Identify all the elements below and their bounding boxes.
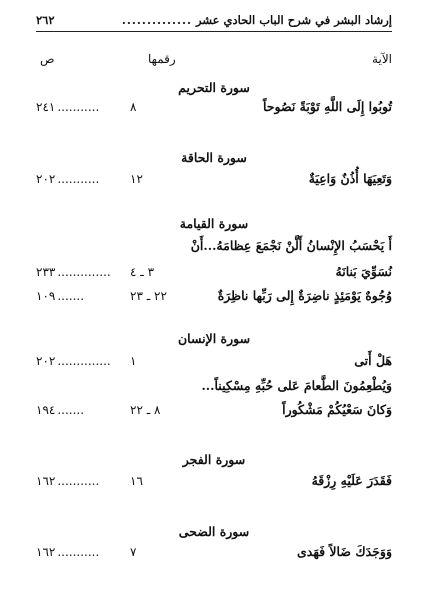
page-reference <box>36 400 186 420</box>
book-title: إرشاد البشر في شرح الباب الحادي عشر <box>195 13 392 27</box>
verse-text: تُوبُوا إِلَى اللَّهِ تَوْبَةً نَصُوحاً <box>262 99 392 114</box>
column-head-ayah-number: رقمها <box>148 52 176 66</box>
leader-dots: ........... <box>57 172 100 186</box>
ayah-number: ١٦ <box>130 474 143 488</box>
page-reference <box>36 351 186 371</box>
page-reference <box>36 262 186 282</box>
ayah-number: ٣ ـ ٤ <box>130 265 155 279</box>
page-ref-number: ١٩٤ <box>36 403 56 417</box>
leader-dots: ........... <box>57 100 100 114</box>
leader-dots: ........... <box>57 474 100 488</box>
column-head-verse: الآية <box>372 52 392 66</box>
page-ref-number: ٢٣٣ <box>36 265 56 279</box>
sura-heading: سورة الحاقة <box>181 150 247 165</box>
running-header <box>36 9 392 31</box>
ayah-number: ١٢ <box>130 172 143 186</box>
index-row <box>36 376 392 396</box>
page-ref-number: ٢٤١ <box>36 100 56 114</box>
index-row <box>36 400 392 420</box>
verse-text: أَ يَحْسَبُ الإِنْسانُ أَلَّنْ نَجْمَعَ عِظامَهُ...أَنْ <box>190 238 392 253</box>
sura-heading: سورة التحريم <box>178 80 250 95</box>
index-row <box>36 471 392 491</box>
leader-dots: ....... <box>57 289 85 303</box>
leader-dots: .............. <box>57 354 111 368</box>
index-row <box>36 351 392 371</box>
verse-text: وَيُطْعِمُونَ الطَّعامَ عَلى حُبِّهِ مِسْكِيناً... <box>201 378 392 393</box>
index-row <box>36 236 392 256</box>
ayah-number: ٨ ـ ٢٢ <box>130 403 161 417</box>
header-leader-dots: .............. <box>121 13 192 27</box>
index-row <box>36 542 392 562</box>
verse-text: فَقَدَرَ عَلَيْهِ رِزْقَهُ <box>311 473 392 488</box>
page-ref-number: ١٠٩ <box>36 289 56 303</box>
sura-heading: سورة الإنسان <box>177 331 251 346</box>
index-row <box>36 97 392 117</box>
page-reference <box>36 542 186 562</box>
index-row <box>36 169 392 189</box>
page-ref-number: ٢٠٢ <box>36 172 56 186</box>
verse-text: وُجُوهٌ يَوْمَئِذٍ ناضِرَةٌ إِلى رَبِّها ناظِرَةٌ <box>217 288 392 303</box>
page-ref-number: ٢٠٢ <box>36 354 56 368</box>
ayah-number: ١ <box>130 354 137 368</box>
ayah-number: ٢٢ ـ ٢٣ <box>130 289 167 303</box>
leader-dots: ........... <box>57 545 100 559</box>
index-row <box>36 262 392 282</box>
verse-text: نُسَوِّيَ بَنانَهُ <box>335 264 392 279</box>
page-reference <box>36 471 186 491</box>
index-row <box>36 286 392 306</box>
page-ref-number: ١٦٢ <box>36 545 56 559</box>
page-reference <box>36 97 186 117</box>
leader-dots: ....... <box>57 403 85 417</box>
verse-text: وَوَجَدَكَ ضَالاً فَهَدى <box>296 544 392 559</box>
sura-heading: سورة الضحى <box>178 524 250 539</box>
page-reference <box>36 169 186 189</box>
verse-text: وَتَعِيَهَا أُذُنٌ وَاعِيَةٌ <box>308 171 392 186</box>
verse-text: وَكانَ سَعْيُكُمْ مَشْكُوراً <box>282 402 392 417</box>
sura-heading: سورة الفجر <box>182 452 246 467</box>
ayah-number: ٧ <box>130 545 137 559</box>
header-rule <box>36 31 392 32</box>
page-ref-number: ١٦٢ <box>36 474 56 488</box>
ayah-number: ٨ <box>130 100 137 114</box>
leader-dots: .............. <box>57 265 111 279</box>
sura-heading: سورة القيامة <box>179 216 249 231</box>
page-number: ٢٦٢ <box>36 13 55 27</box>
verse-text: هَلْ أَتى <box>354 353 392 368</box>
column-head-page: ص <box>40 52 55 66</box>
page-reference <box>36 286 186 306</box>
